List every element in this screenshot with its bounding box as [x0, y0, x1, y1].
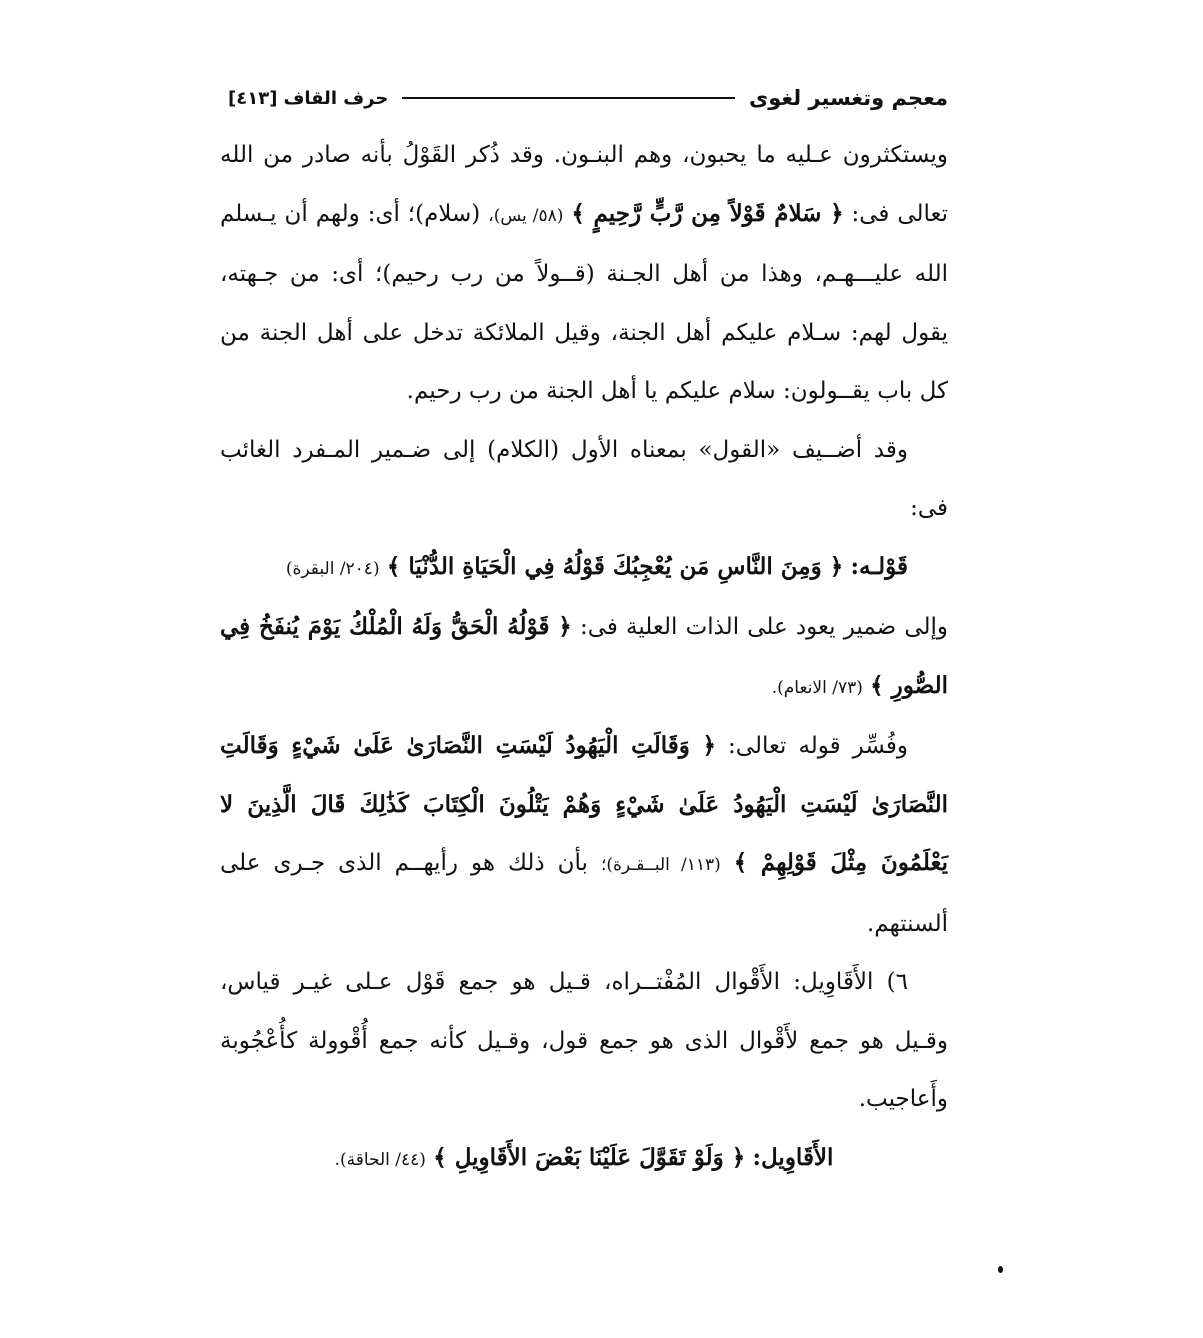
paragraph-1-text: ويستكثرون عـليه ما يحبون، وهم البنـون. وقد ذُكر القَوْلُ بأنه صادر من الله تعالى فى: [220, 142, 949, 227]
paragraph-4-text: وإلى ضمير يعود على الذات العلية فى: [579, 614, 948, 640]
verse-5-reference: (٤٤/ الحاقة). [334, 1149, 426, 1170]
header-rule [402, 97, 735, 99]
verse-3-reference: (٧٣/ الانعام). [771, 677, 863, 698]
paragraph-1 [220, 126, 948, 421]
page-dot-mark [998, 1266, 1003, 1273]
paragraph-5-text: وفُسِّر قوله تعالى: [728, 733, 908, 759]
verse-5: ﴿ وَلَوْ تَقَوَّلَ عَلَيْنَا بَعْضَ الأَقَاوِيلِ ﴾ [433, 1143, 746, 1171]
page-number: [٤١٣] [228, 87, 278, 109]
paragraph-1-continued: (سلام)؛ أى: ولهم أن يـسلم الله عليـــهـم، وهذا من أهل الجـنة (قــولاً من رب رحيم)؛ أى: من جـهته، يقول لهم: سـلام عليكم أهل الجنة، وقيل الملائكة تدخل على أهل الجنة من كل باب يقــولون: سلام عليكم يا أهل الجنة من رب رحيم. [220, 200, 948, 404]
paragraph-7-label: الأَقَاوِيل: [752, 1143, 834, 1171]
book-title: معجم وتغسير لغوى [748, 86, 948, 110]
paragraph-7 [220, 1129, 948, 1190]
paragraph-3-label: قَوْلـه: [850, 552, 908, 580]
verse-3: ﴿ قَوْلُهُ الْحَقُّ وَلَهُ الْمُلْكُ يَوْمَ يُنفَخُ فِي الصُّورِ ﴾ [220, 613, 948, 699]
verse-2-reference: (٢٠٤/ البقرة) [285, 558, 380, 579]
paragraph-5-continued: بأن ذلك هو رأيهــم الذى جـرى على ألسنتهم. [220, 850, 948, 937]
page-header [228, 78, 948, 118]
verse-4-reference: (١١٣/ البــقـرة)؛ [600, 855, 721, 875]
section-name: حرف القاف [283, 87, 389, 109]
verse-4: ﴿ وَقَالَتِ الْيَهُودُ لَيْسَتِ النَّصَارَىٰ عَلَىٰ شَيْءٍ وَقَالَتِ النَّصَارَىٰ لَيْسَتِ الْيَهُودُ عَلَىٰ شَيْءٍ وَهُمْ يَتْلُونَ الْكِتَابَ كَذَٰلِكَ قَالَ الَّذِينَ لا يَعْلَمُونَ مِثْلَ قَوْلِهِمْ ﴾ [220, 732, 949, 876]
paragraph-2: وقد أضــيف «القول» بمعناه الأول (الكلام) إلى ضـمير المـفرد الغائب فى: [220, 436, 948, 521]
header-section-group [228, 88, 388, 109]
verse-2: ﴿ وَمِنَ النَّاسِ مَن يُعْجِبُكَ قَوْلُهُ فِي الْحَيَاةِ الدُّنْيَا ﴾ [386, 552, 844, 580]
paragraph-4 [220, 598, 948, 717]
verse-1: ﴿ سَلامٌ قَوْلاً مِن رَّبٍّ رَّحِيمٍ ﴾ [571, 199, 844, 227]
paragraph-6: ٦) الأَقَاوِيل: الأَقْوال المُفْتــراه، قـيل هو جمع قَوْل عـلى غيـر قياس، وقـيل هو جمع لأَقْوال الذى هو جمع قول، وقـيل كأنه جمع أُقْوولة كأُعْجُوبة وأَعاجيب. [220, 969, 948, 1112]
paragraph-3 [220, 538, 948, 599]
text-body [220, 126, 948, 1189]
verse-1-reference: (٥٨/ يس)، [488, 205, 564, 226]
paragraph-5 [220, 717, 948, 953]
